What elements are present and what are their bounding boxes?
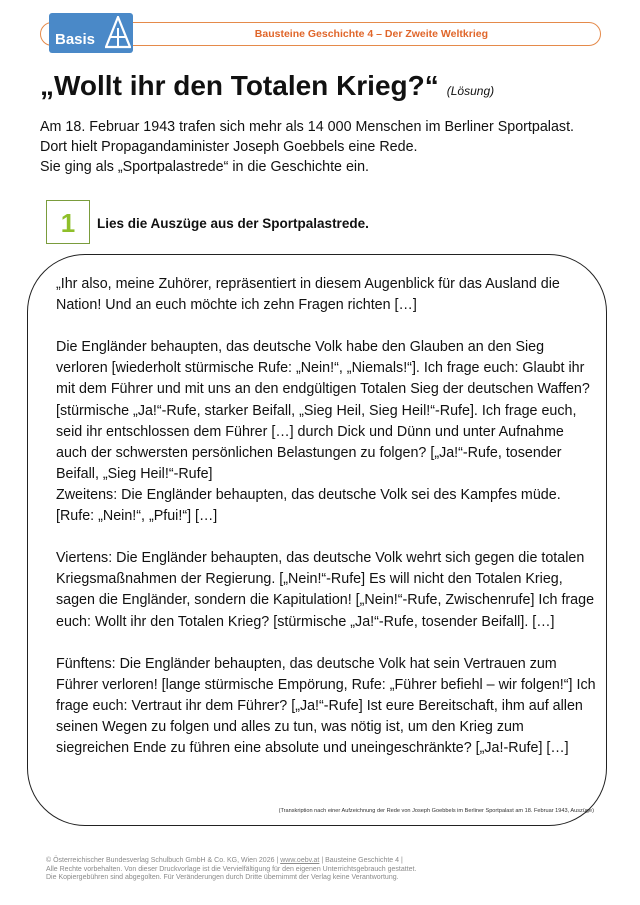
speech-paragraph: Viertens: Die Engländer behaupten, das deutsche Volk wehrt sich gegen die totalen Kriegsmaßnahmen der Regierung. [„Nein!“-Rufe] Es will nicht den Totalen Krieg, sagen die Engländer, sondern die Kapitulation! [„Nein!“-Rufe, Zwischenrufe] Ich frage euch: Wollt ihr den Totalen Krieg? [stürmische „Ja!“-Rufe, tosender Beifall]. […] <box>56 550 595 630</box>
footer-copyright: © Österreichischer Bundesverlag Schulbuch GmbH & Co. KG, Wien 2026 | <box>46 857 281 864</box>
intro-line: Dort hielt Propagandaminister Joseph Goebbels eine Rede. <box>40 139 418 155</box>
title-main: „Wollt ihr den Totalen Krieg?“ <box>40 70 439 101</box>
logo-text: Basis <box>55 31 96 48</box>
series-title: Bausteine Geschichte 4 – Der Zweite Weltkrieg <box>254 28 488 40</box>
basis-logo <box>49 13 133 53</box>
title-solution-note: (Lösung) <box>446 84 495 98</box>
speech-paragraph: „Ihr also, meine Zuhörer, repräsentiert in diesem Augenblick für das Ausland die Nation! Und an euch möchte ich zehn Fragen richten […] <box>56 276 560 314</box>
publisher-link[interactable]: www.oebv.at <box>280 857 320 864</box>
intro-line: Sie ging als „Sportpalastrede“ in die Geschichte ein. <box>40 159 370 175</box>
footer-line <box>46 857 566 866</box>
footer-series: | Bausteine Geschichte 4 | <box>319 857 403 864</box>
transcription-note: (Transkription nach einer Aufzeichnung der Rede von Joseph Goebbels im Berliner Sportpalast am 18. Februar 1943, Auszüge) <box>278 808 594 814</box>
footer-line: Alle Rechte vorbehalten. Von dieser Druckvorlage ist die Vervielfältigung für den eigenen Unterrichtsgebrauch gestattet. <box>46 865 417 873</box>
task-number-box: 1 <box>46 200 90 244</box>
speech-excerpts <box>56 274 596 759</box>
speech-paragraph: Zweitens: Die Engländer behaupten, das deutsche Volk sei des Kampfes müde. [Rufe: „Nein!“, „Pfui!“] […] <box>56 486 561 525</box>
speech-paragraph: Fünftens: Die Engländer behaupten, das deutsche Volk hat sein Vertrauen zum Führer verloren! [lange stürmische Empörung, Rufe: „Führer befiehl – wir folgen!“] Ich frage euch: Vertraut ihr dem Führer? [„Ja!“-Rufe] Ist eure Bereitschaft, ihm auf allen seinen Wegen zu folgen und alles zu tun, was nötig ist, um den Krieg zum siegreichen Ende zu führen eine absolute und uneingeschränkte? [„Ja!-Rufe] […] <box>56 655 596 757</box>
footer-line: Die Kopiergebühren sind abgegolten. Für Veränderungen durch Dritte übernimmt der Verlag keine Verantwortung. <box>46 874 399 882</box>
page-title <box>40 70 494 102</box>
intro-line: Am 18. Februar 1943 trafen sich mehr als 14 000 Menschen im Berliner Sportpalast. <box>40 119 575 135</box>
task-instruction: Lies die Auszüge aus der Sportpalastrede. <box>97 216 369 231</box>
speech-paragraph: Die Engländer behaupten, das deutsche Volk habe den Glauben an den Sieg verloren [wiederholt stürmische Rufe: „Nein!“, „Niemals!“]. Ich frage euch: Glaubt ihr mit dem Führer und mit uns an den endgültigen Totalen Sieg der deutschen Waffen? [stürmische „Ja!“-Rufe, starker Beifall, „Sieg Heil, Sieg Heil!“-Rufe]. Ich frage euch, seid ihr entschlossen dem Führer […] durch Dick und Dünn und unter Aufnahme auch der schwersten persönlichen Belastungen zu folgen? [„Ja!“-Rufe, tosender Beifall, „Sieg Heil!“-Rufe] <box>56 339 590 482</box>
intro-text <box>40 117 620 177</box>
triangle-logo-icon <box>105 16 131 50</box>
copyright-footer <box>46 857 566 883</box>
